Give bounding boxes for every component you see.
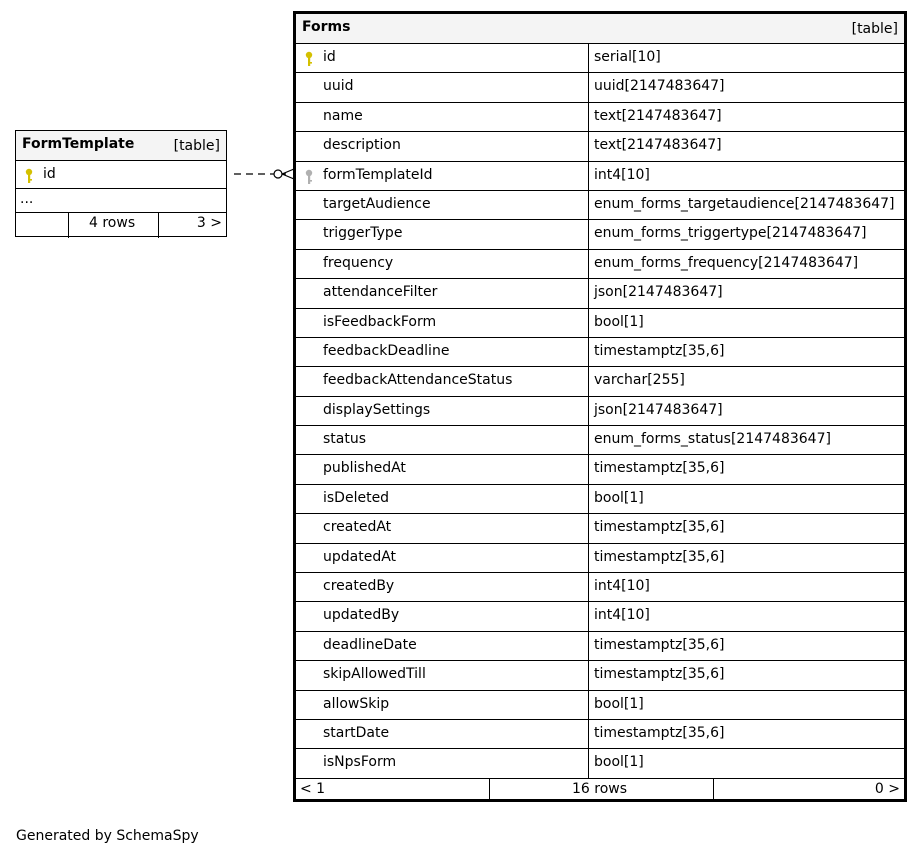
column-type: text[2147483647]	[594, 137, 722, 154]
column-name: updatedAt	[323, 548, 397, 565]
column-row	[296, 191, 904, 220]
column-type: timestamptz[35,6]	[594, 460, 725, 477]
column-row-id	[16, 161, 226, 189]
column-type: timestamptz[35,6]	[594, 636, 725, 653]
column-type: json[2147483647]	[594, 284, 723, 301]
column-name: id	[323, 49, 336, 65]
column-type: enum_forms_targetaudience[2147483647]	[594, 195, 895, 212]
column-type: int4[10]	[594, 166, 650, 183]
column-name: attendanceFilter	[323, 284, 438, 301]
column-type: bool[1]	[594, 754, 644, 771]
column-row	[296, 455, 904, 484]
column-row	[296, 103, 904, 132]
children-count[interactable]: 0 >	[874, 780, 900, 797]
column-row	[296, 220, 904, 249]
zero-cardinality-circle	[274, 170, 282, 178]
column-row	[296, 397, 904, 426]
column-row	[296, 632, 904, 661]
column-name: triggerType	[323, 225, 403, 242]
column-type: timestamptz[35,6]	[594, 666, 725, 683]
formtemplate-table[interactable]	[15, 130, 227, 237]
column-row	[296, 720, 904, 749]
column-name: frequency	[323, 254, 394, 271]
column-row	[296, 132, 904, 161]
column-name: isFeedbackForm	[323, 313, 437, 330]
foreign-key-icon	[304, 169, 318, 185]
column-name: updatedBy	[323, 607, 400, 624]
column-type: timestamptz[35,6]	[594, 724, 725, 741]
column-name: status	[323, 431, 367, 448]
column-type: enum_forms_frequency[2147483647]	[594, 254, 859, 271]
parents-count[interactable]: < 1	[300, 780, 326, 797]
table-header	[16, 131, 226, 161]
column-type: enum_forms_triggertype[2147483647]	[594, 225, 867, 242]
column-row	[296, 514, 904, 543]
column-row	[296, 485, 904, 514]
column-row	[296, 749, 904, 778]
primary-key-icon	[24, 168, 38, 184]
column-type: timestamptz[35,6]	[594, 342, 725, 359]
column-row	[296, 544, 904, 573]
column-type: timestamptz[35,6]	[594, 548, 725, 565]
column-name: description	[323, 137, 401, 154]
column-type: bool[1]	[594, 695, 644, 712]
column-row	[296, 338, 904, 367]
column-type: int4[10]	[594, 578, 650, 595]
column-type: bool[1]	[594, 313, 644, 330]
children-count[interactable]: 3 >	[196, 215, 222, 231]
column-row	[296, 44, 904, 73]
column-row	[296, 691, 904, 720]
forms-table[interactable]	[293, 11, 907, 802]
column-name: feedbackAttendanceStatus	[323, 372, 513, 389]
column-type: varchar[255]	[594, 372, 685, 389]
column-type: bool[1]	[594, 489, 644, 506]
column-name: deadlineDate	[323, 636, 417, 653]
column-name: isNpsForm	[323, 754, 397, 771]
column-type: json[2147483647]	[594, 401, 723, 418]
column-name: feedbackDeadline	[323, 342, 450, 359]
column-name: createdBy	[323, 578, 395, 595]
column-name: name	[323, 107, 363, 124]
column-row	[296, 573, 904, 602]
column-type: text[2147483647]	[594, 107, 722, 124]
column-row	[296, 367, 904, 396]
column-type: enum_forms_status[2147483647]	[594, 431, 831, 448]
table-type: [table]	[851, 21, 898, 37]
more-columns-ellipsis: ...	[16, 189, 226, 213]
column-name: isDeleted	[323, 489, 390, 506]
column-type: serial[10]	[594, 49, 661, 65]
column-name: allowSkip	[323, 695, 390, 712]
table-type: [table]	[173, 138, 220, 154]
table-header	[296, 14, 904, 44]
column-type: int4[10]	[594, 607, 650, 624]
column-row	[296, 426, 904, 455]
column-row	[296, 279, 904, 308]
column-name: startDate	[323, 724, 390, 741]
column-row	[296, 661, 904, 690]
generated-by-caption: Generated by SchemaSpy	[16, 828, 199, 844]
column-row	[296, 602, 904, 631]
primary-key-icon	[304, 51, 318, 67]
column-row	[296, 250, 904, 279]
column-name: publishedAt	[323, 460, 406, 477]
table-footer	[296, 779, 904, 801]
column-name: skipAllowedTill	[323, 666, 426, 683]
column-row	[296, 162, 904, 191]
column-row	[296, 73, 904, 102]
table-name[interactable]: Forms	[302, 19, 351, 35]
column-name: createdAt	[323, 519, 392, 536]
table-name[interactable]: FormTemplate	[22, 136, 135, 152]
column-type: timestamptz[35,6]	[594, 519, 725, 536]
table-footer	[16, 213, 226, 238]
column-row	[296, 309, 904, 338]
column-type: uuid[2147483647]	[594, 78, 725, 95]
column-name: formTemplateId	[323, 166, 433, 183]
row-count: 4 rows	[89, 215, 136, 231]
column-name: uuid	[323, 78, 354, 95]
column-name: targetAudience	[323, 195, 431, 212]
row-count: 16 rows	[572, 780, 628, 797]
column-name: id	[43, 166, 56, 182]
column-name: displaySettings	[323, 401, 431, 418]
